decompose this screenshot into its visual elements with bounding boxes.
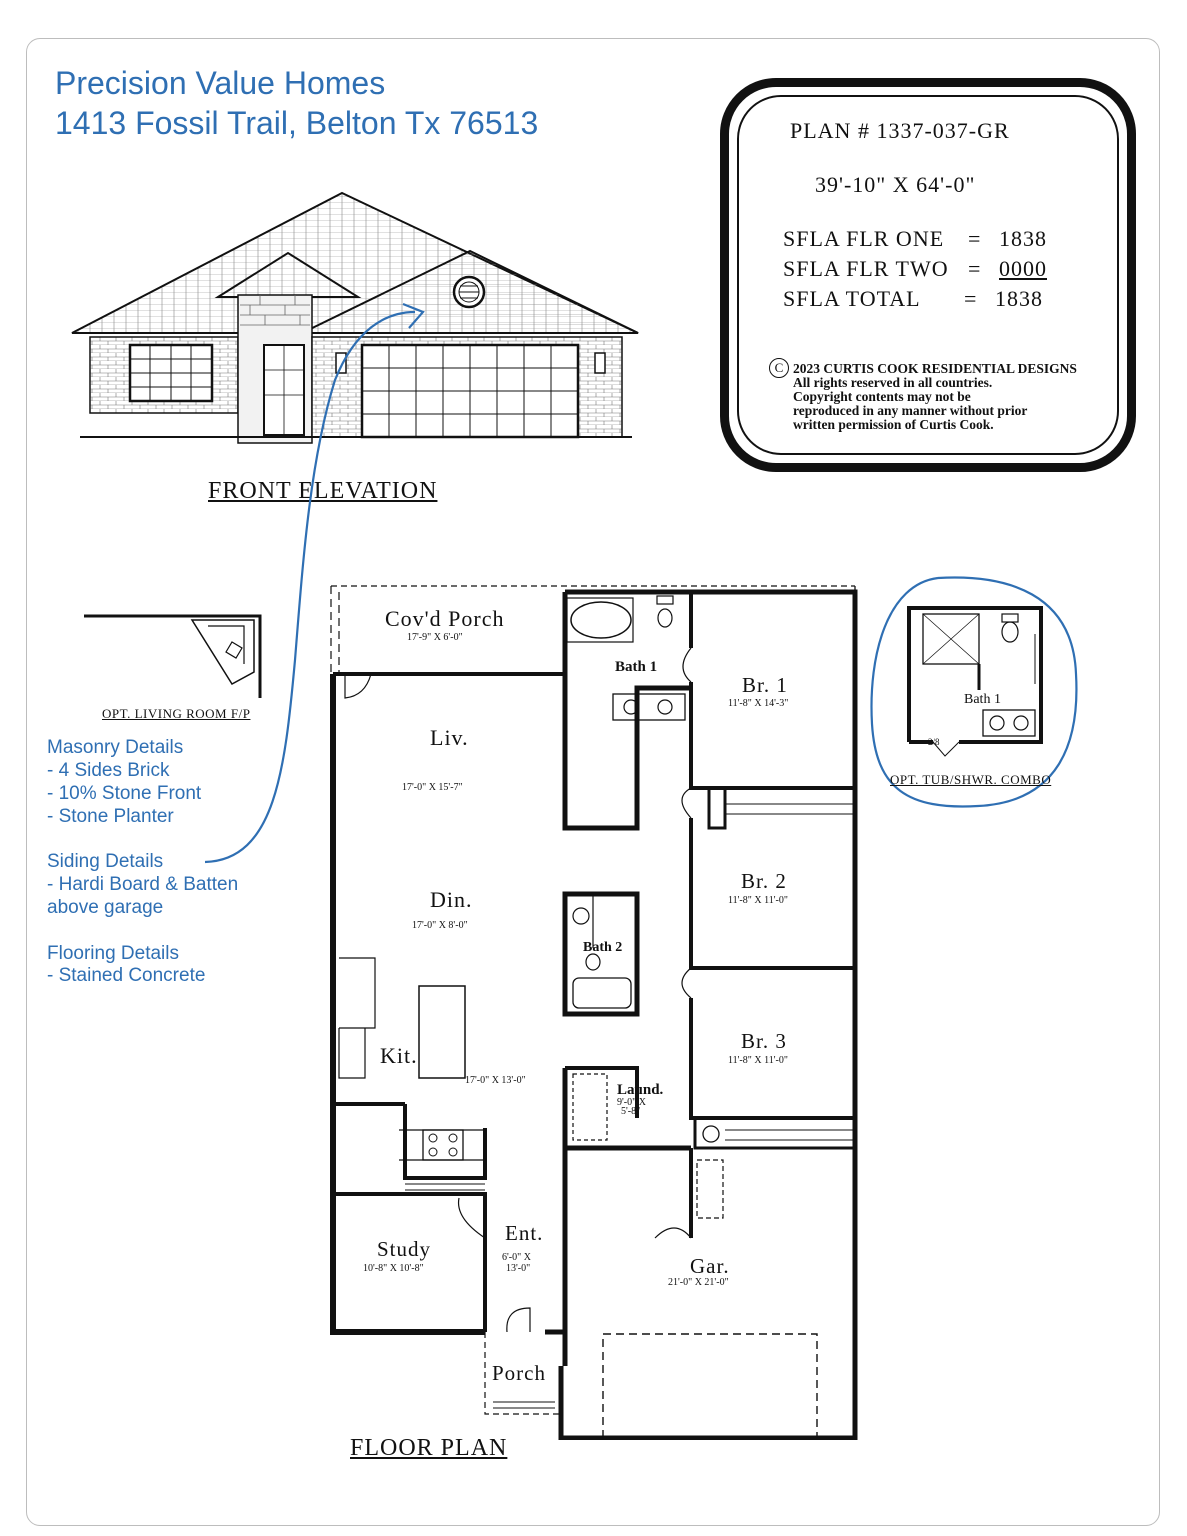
room-liv: Liv. xyxy=(430,725,469,750)
room-gar-size: 21'-0" X 21'-0" xyxy=(668,1277,729,1288)
room-laund: Laund. xyxy=(617,1082,664,1098)
floor-plan-caption: FLOOR PLAN xyxy=(350,1435,508,1461)
room-porch-front: Porch xyxy=(492,1361,546,1385)
opt-bath-door-size: 2/8 xyxy=(928,737,940,747)
copyright-icon: C xyxy=(769,358,789,378)
room-br3-size: 11'-8" X 11'-0" xyxy=(728,1055,788,1066)
opt-bath-label: Bath 1 xyxy=(964,692,1001,707)
masonry-item-1: - 4 Sides Brick xyxy=(47,760,170,781)
plan-dimensions: 39'-10" X 64'-0" xyxy=(815,172,976,197)
opt-tub-drawing xyxy=(905,604,1045,774)
room-br2: Br. 2 xyxy=(741,869,787,893)
flooring-item-1: - Stained Concrete xyxy=(47,965,206,986)
room-study-size: 10'-8" X 10'-8" xyxy=(363,1263,424,1274)
room-liv-size: 17'-0" X 15'-7" xyxy=(402,782,463,793)
copyright-line-2: All rights reserved in all countries. xyxy=(793,375,993,390)
company-name: Precision Value Homes xyxy=(55,65,386,101)
sfla-total-label: SFLA TOTAL xyxy=(783,286,921,311)
room-ent: Ent. xyxy=(505,1221,544,1245)
room-br3: Br. 3 xyxy=(741,1029,787,1053)
sfla-one-label: SFLA FLR ONE xyxy=(783,226,945,251)
front-elevation-caption: FRONT ELEVATION xyxy=(208,478,438,504)
sfla-one-value: 1838 xyxy=(999,226,1047,251)
sfla-total-eq: = xyxy=(964,286,977,311)
siding-item-2: above garage xyxy=(47,897,164,918)
room-kit-size: 17'-0" X 13'-0" xyxy=(465,1075,526,1086)
room-br1-size: 11'-8" X 14'-3" xyxy=(728,698,789,709)
room-covd-porch: Cov'd Porch xyxy=(385,606,505,631)
opt-fireplace-caption: OPT. LIVING ROOM F/P xyxy=(102,706,251,721)
opt-tub-caption: OPT. TUB/SHWR. COMBO xyxy=(890,772,1052,787)
room-bath2: Bath 2 xyxy=(583,940,623,955)
room-kit: Kit. xyxy=(380,1043,418,1068)
sfla-two-eq: = xyxy=(968,256,981,281)
plan-number: PLAN # 1337-037-GR xyxy=(790,118,1010,143)
copyright-line-1: 2023 CURTIS COOK RESIDENTIAL DESIGNS xyxy=(793,361,1077,376)
room-gar: Gar. xyxy=(690,1254,730,1278)
room-bath1: Bath 1 xyxy=(615,659,658,675)
siding-item-1: - Hardi Board & Batten xyxy=(47,874,239,895)
masonry-title: Masonry Details xyxy=(47,737,184,758)
room-covd-porch-size: 17'-9" X 6'-0" xyxy=(407,632,463,643)
room-br1: Br. 1 xyxy=(742,673,788,697)
sfla-total-value: 1838 xyxy=(995,286,1043,311)
room-laund-size-1: 9'-0" X xyxy=(617,1097,646,1108)
opt-fireplace-drawing xyxy=(82,612,267,704)
room-ent-size-1: 6'-0" X xyxy=(502,1252,531,1263)
sfla-one-eq: = xyxy=(968,226,981,251)
copyright-line-4: reproduced in any manner without prior xyxy=(793,403,1028,418)
room-br2-size: 11'-8" X 11'-0" xyxy=(728,895,788,906)
room-study: Study xyxy=(377,1237,432,1261)
room-din: Din. xyxy=(430,887,473,912)
siding-title: Siding Details xyxy=(47,851,164,872)
flooring-title: Flooring Details xyxy=(47,943,179,964)
sfla-two-value: 0000 xyxy=(999,256,1047,281)
property-address: 1413 Fossil Trail, Belton Tx 76513 xyxy=(55,105,539,141)
copyright-line-3: Copyright contents may not be xyxy=(793,389,971,404)
room-din-size: 17'-0" X 8'-0" xyxy=(412,920,468,931)
masonry-item-2: - 10% Stone Front xyxy=(47,783,202,804)
room-ent-size-2: 13'-0" xyxy=(506,1263,531,1274)
room-laund-size-2: 5'-8" xyxy=(621,1106,641,1117)
copyright-line-5: written permission of Curtis Cook. xyxy=(793,417,994,432)
sfla-two-label: SFLA FLR TWO xyxy=(783,256,949,281)
masonry-item-3: - Stone Planter xyxy=(47,806,174,827)
